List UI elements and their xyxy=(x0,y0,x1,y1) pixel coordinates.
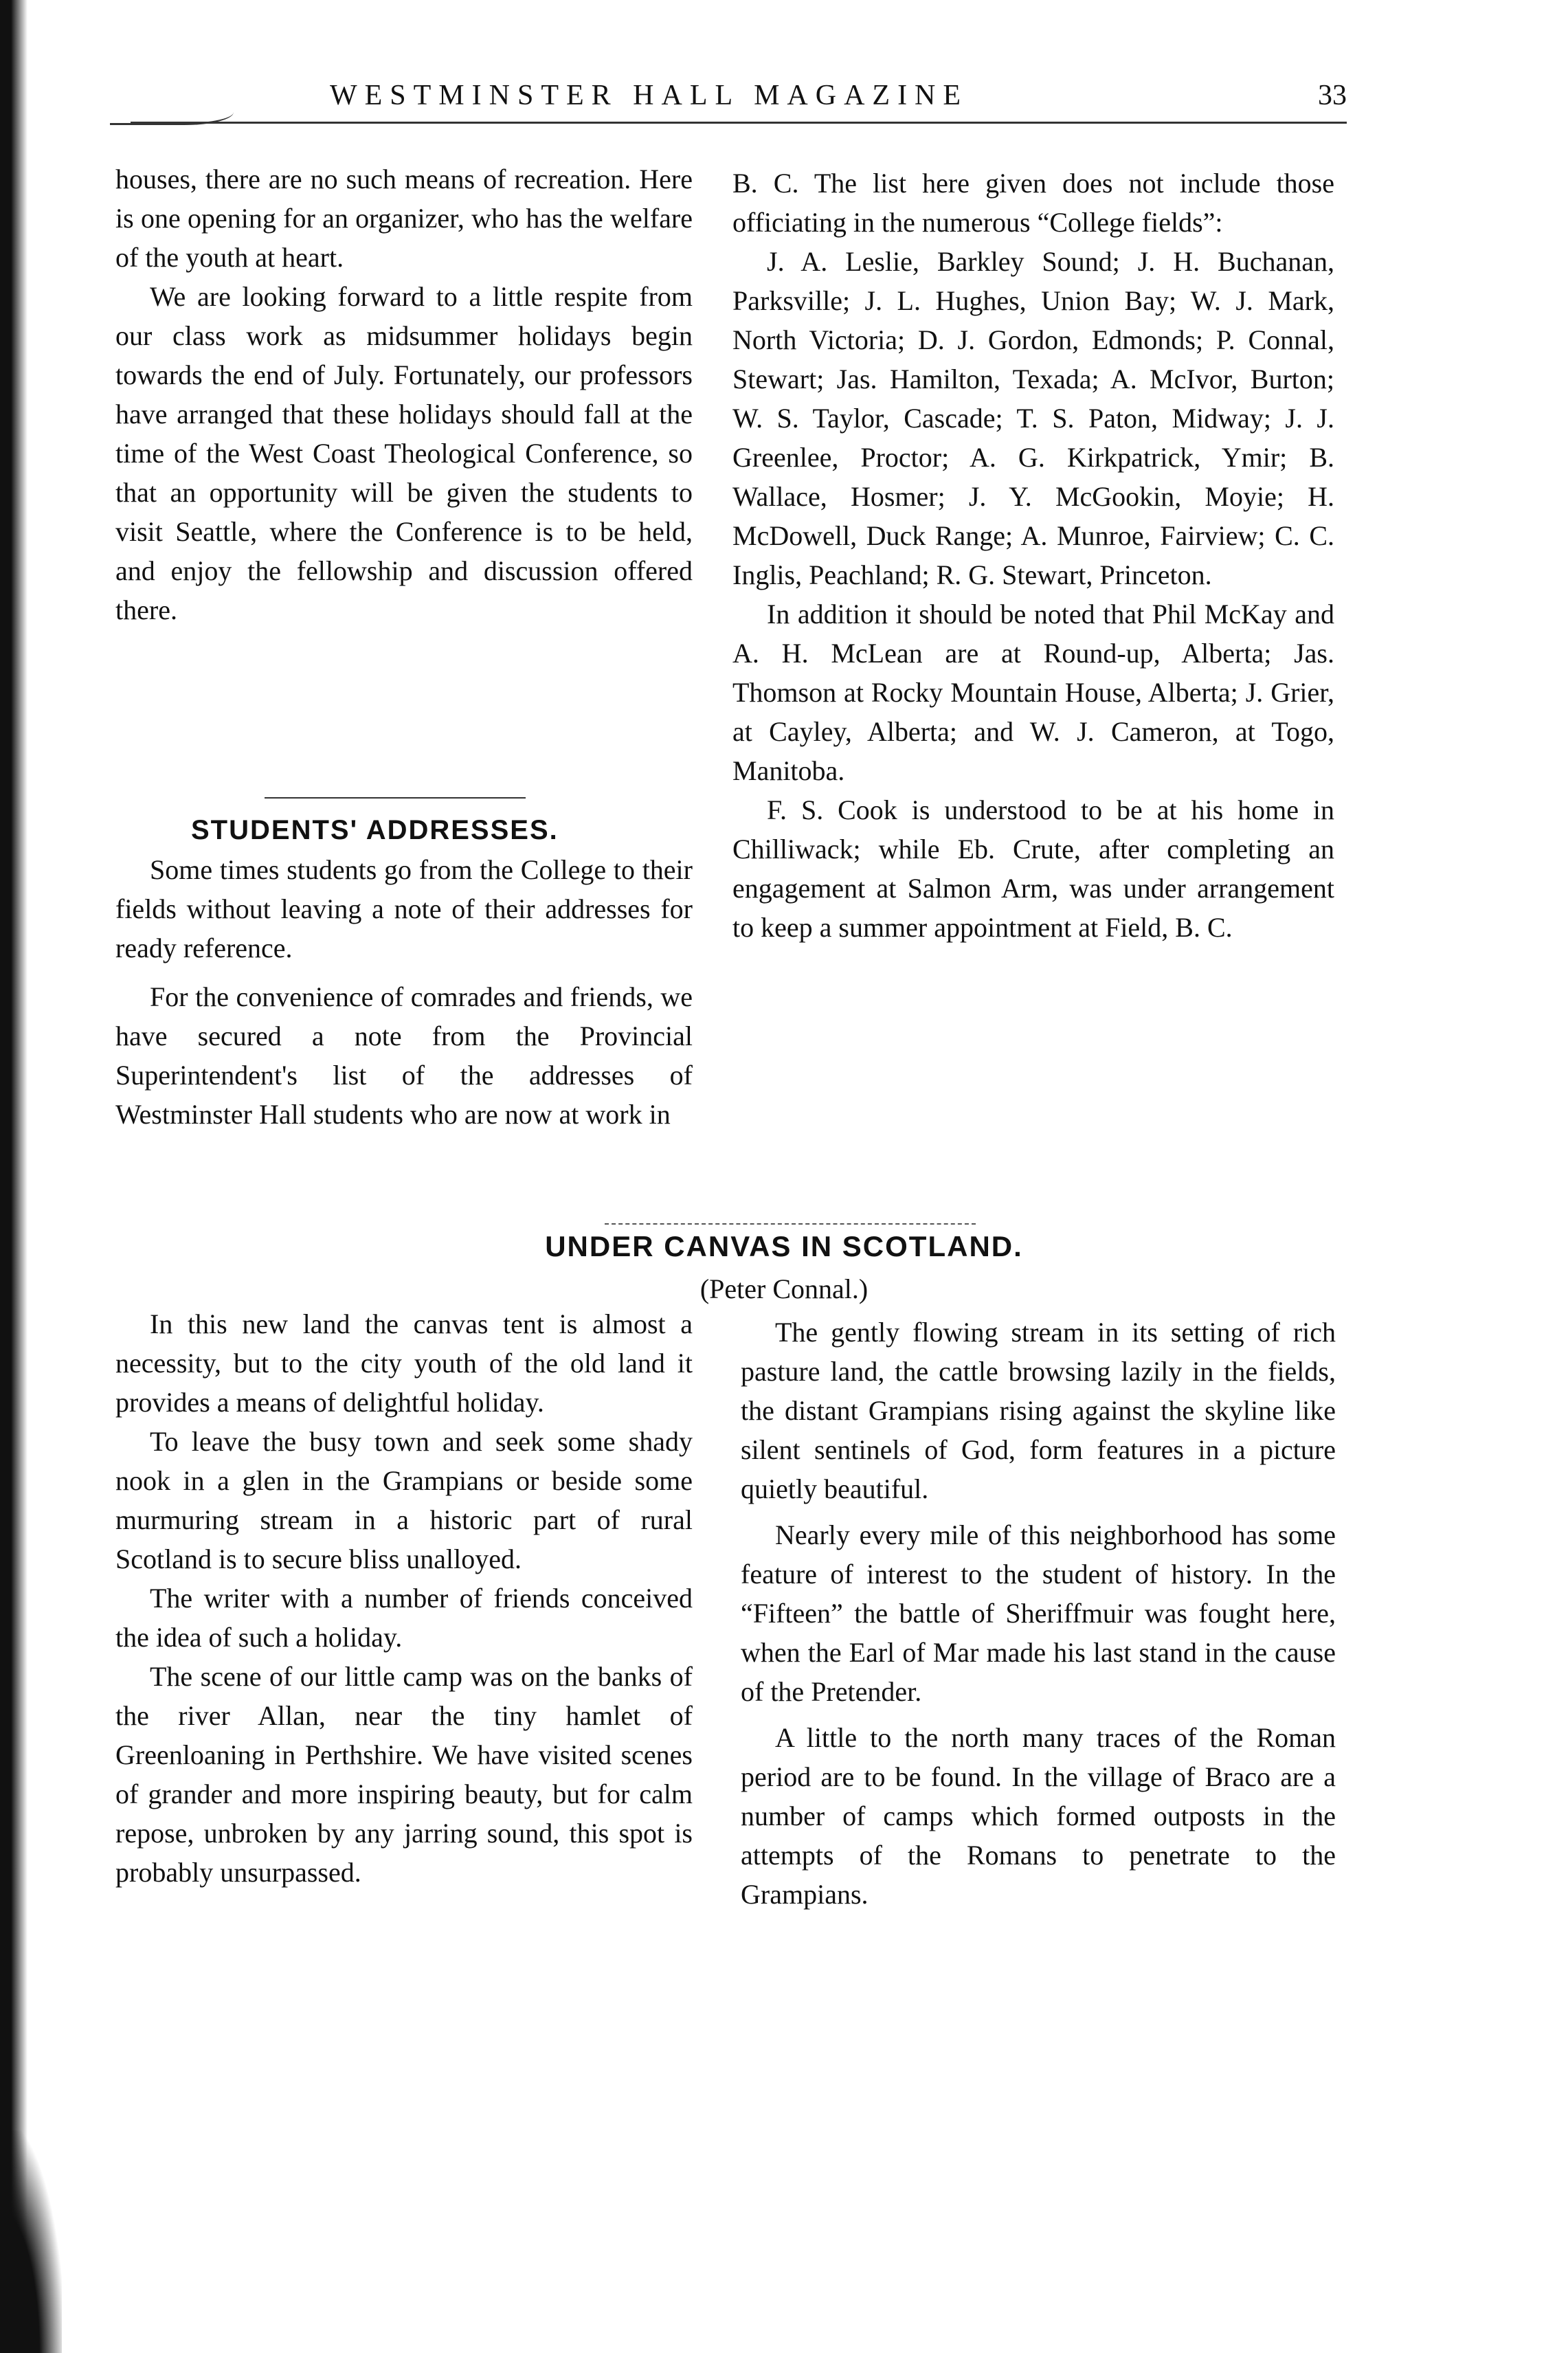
binding-shadow xyxy=(0,0,27,2353)
paragraph: J. A. Leslie, Barkley Sound; J. H. Buchanan, Parksville; J. L. Hughes, Union Bay; W. J. Mark, North Victoria; D. J. Gordon, Edmonds; P. Connal, Stewart; Jas. Hamilton, Texada; A. McIvor, Burton; W. S. Taylor, Cascade; T. S. Paton, Midway; J. J. Greenlee, Proctor; A. G. Kirkpatrick, Ymir; B. Wallace, Hosmer; J. Y. McGookin, Moyie; H. McDowell, Duck Range; A. Munroe, Fairview; C. C. Inglis, Peachland; R. G. Stewart, Princeton. xyxy=(732,246,1334,590)
running-header xyxy=(103,72,1347,134)
paragraph: Nearly every mile of this neighborhood has some feature of interest to the student of history. In the “Fifteen” the battle of Sheriffmuir was fought here, when the Earl of Mar made his last stand in the cause of the Pretender. xyxy=(741,1519,1336,1707)
paragraph: For the convenience of comrades and friends, we have secured a note from the Provincial Superintendent's list of the addresses of Westminster Hall students who are now at work in xyxy=(115,981,693,1130)
paragraph: A little to the north many traces of the Roman period are to be found. In the village of Braco are a number of camps which formed outposts in the attempts of the Romans to penetrate to the Grampians. xyxy=(741,1722,1336,1910)
paragraph: In addition it should be noted that Phil McKay and A. H. McLean are at Round-up, Alberta; Jas. Thomson at Rocky Mountain House, Alberta; J. Grier, at Cayley, Alberta; and W. J. Cameron, at Togo, Manitoba. xyxy=(732,599,1334,786)
column-end-rule xyxy=(605,1223,976,1225)
article-byline: (Peter Connal.) xyxy=(699,1273,869,1304)
section-heading: STUDENTS' ADDRESSES. xyxy=(191,815,559,845)
paragraph: In this new land the canvas tent is almost a necessity, but to the city youth of the old land it provides a means of delightful holiday. xyxy=(115,1308,693,1418)
page-number: 33 xyxy=(1318,80,1347,111)
header-ornament xyxy=(110,93,234,125)
paragraph: B. C. The list here given does not include those officiating in the numerous “College fields”: xyxy=(732,168,1334,238)
magazine-title: WESTMINSTER HALL MAGAZINE xyxy=(330,80,969,111)
section-divider xyxy=(265,797,526,799)
paragraph: The gently flowing stream in its setting of rich pasture land, the cattle browsing lazily in the fields, the distant Grampians rising against the skyline like silent sentinels of God, form features in a picture quietly beautiful. xyxy=(741,1317,1336,1504)
header-rule xyxy=(131,122,1347,124)
article-title: UNDER CANVAS IN SCOTLAND. xyxy=(545,1230,1023,1262)
canvas-left-column xyxy=(115,1304,693,1892)
paragraph: F. S. Cook is understood to be at his home in Chilliwack; while Eb. Crute, after completing an engagement at Salmon Arm, was under arrangement to keep a summer appointment at Field, B. C. xyxy=(732,794,1334,943)
paragraph: The scene of our little camp was on the banks of the river Allan, near the tiny hamlet of Greenloaning in Perthshire. We have visited scenes of grander and more inspiring beauty, but for calm repose, unbroken by any jarring sound, this spot is probably unsurpassed. xyxy=(115,1661,693,1888)
students-addresses-section xyxy=(115,811,693,1134)
binding-shadow-bottom xyxy=(0,2130,62,2353)
right-column-top xyxy=(732,164,1334,947)
left-column-top xyxy=(115,159,693,629)
paragraph: The writer with a number of friends conceived the idea of such a holiday. xyxy=(115,1583,693,1653)
paragraph: We are looking forward to a little respite from our class work as midsummer holidays begin towards the end of July. Fortunately, our professors have arranged that these holidays should fall at the time of the West Coast Theological Conference, so that an opportunity will be given the students to visit Seattle, where the Conference is to be held, and enjoy the fellowship and discussion offered there. xyxy=(115,281,693,625)
paragraph: Some times students go from the College to their fields without leaving a note of their addresses for ready reference. xyxy=(115,854,693,963)
paragraph: houses, there are no such means of recreation. Here is one opening for an organizer, who has the welfare of the youth at heart. xyxy=(115,164,693,273)
canvas-right-column xyxy=(741,1313,1336,1914)
paragraph: To leave the busy town and seek some shady nook in a glen in the Grampians or beside some murmuring stream in a historic part of rural Scotland is to secure bliss unalloyed. xyxy=(115,1426,693,1574)
